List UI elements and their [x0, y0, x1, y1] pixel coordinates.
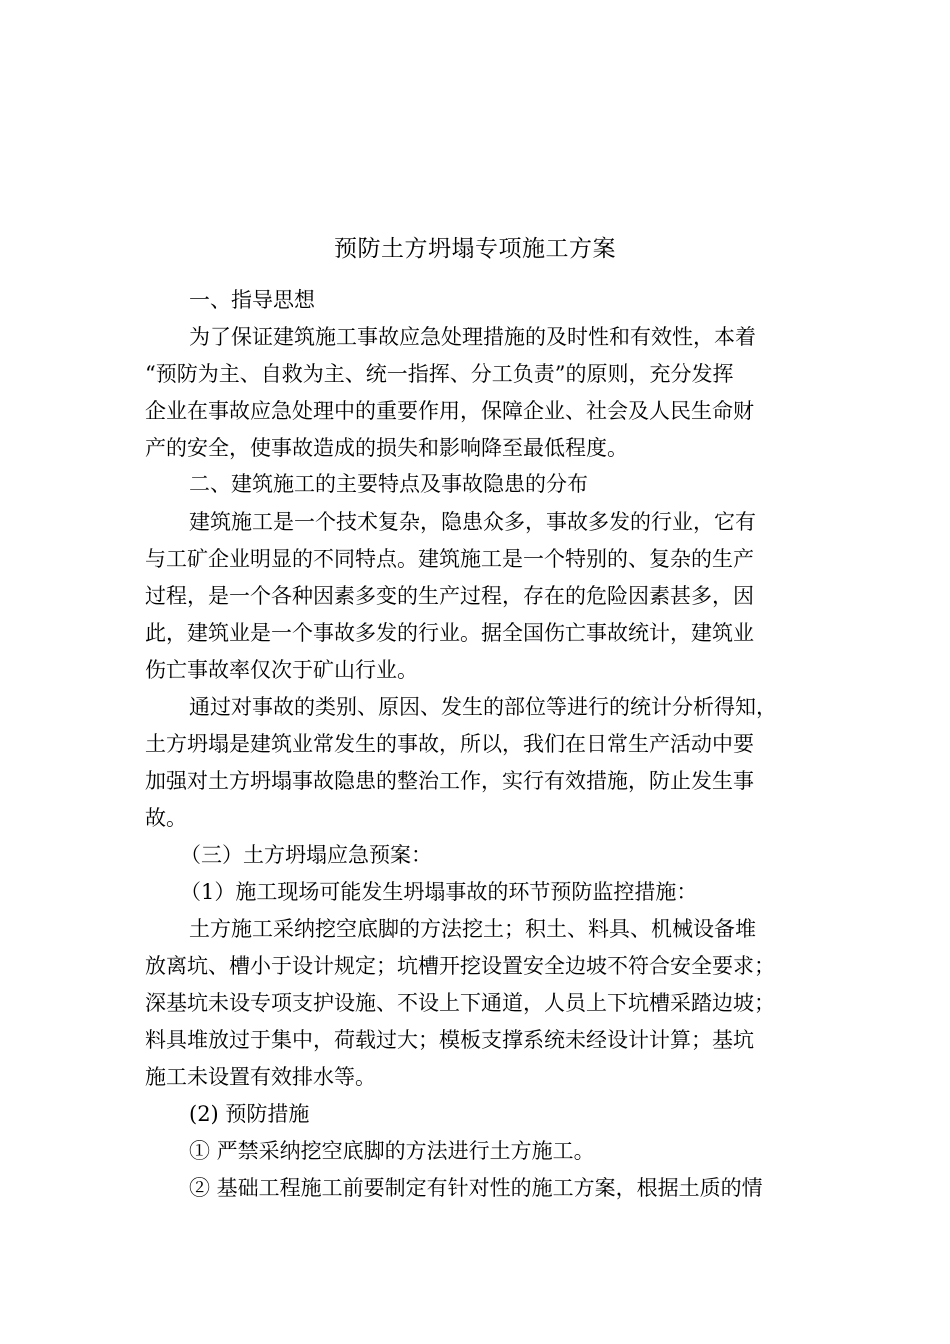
section-heading-2: 二、建筑施工的主要特点及事故隐患的分布	[189, 472, 588, 496]
section-heading-3: （三）土方坍塌应急预案：	[180, 843, 432, 867]
paragraph-line: 与工矿企业明显的不同特点。建筑施工是一个特别的、复杂的生产	[145, 547, 754, 571]
paragraph-line: 料具堆放过于集中，荷载过大；模板支撑系统未经设计计算；基坑	[145, 1028, 754, 1052]
list-item: ② 基础工程施工前要制定有针对性的施工方案，根据土质的情	[189, 1176, 763, 1200]
paragraph-line: 故。	[145, 806, 187, 830]
paragraph-line: 企业在事故应急处理中的重要作用，保障企业、社会及人民生命财	[145, 399, 754, 423]
subsection-heading-1: （1）施工现场可能发生坍塌事故的环节预防监控措施：	[180, 880, 698, 904]
paragraph-line: 为了保证建筑施工事故应急处理措施的及时性和有效性，本着	[189, 325, 756, 349]
section-heading-1: 一、指导思想	[189, 288, 315, 312]
paragraph-line: 施工未设置有效排水等。	[145, 1065, 376, 1089]
paragraph-line: “预防为主、自救为主、统一指挥、分工负责”的原则，充分发挥	[145, 362, 734, 386]
document-title: 预防土方坍塌专项施工方案	[334, 236, 616, 262]
subsection-heading-2: (2) 预防措施	[189, 1102, 310, 1126]
paragraph-line: 建筑施工是一个技术复杂，隐患众多，事故多发的行业，它有	[189, 510, 756, 534]
paragraph-line: 土方坍塌是建筑业常发生的事故，所以，我们在日常生产活动中要	[145, 732, 754, 756]
paragraph-line: 深基坑未设专项支护设施、不设上下通道，人员上下坑槽采踏边坡；	[145, 991, 775, 1015]
paragraph-line: 放离坑、槽小于设计规定；坑槽开挖设置安全边坡不符合安全要求；	[145, 954, 775, 978]
paragraph-line: 通过对事故的类别、原因、发生的部位等进行的统计分析得知，	[189, 695, 777, 719]
list-item: ① 严禁采纳挖空底脚的方法进行土方施工。	[189, 1139, 595, 1163]
paragraph-line: 此，建筑业是一个事故多发的行业。据全国伤亡事故统计，建筑业	[145, 621, 754, 645]
paragraph-line: 产的安全，使事故造成的损失和影响降至最低程度。	[145, 436, 628, 460]
paragraph-line: 加强对土方坍塌事故隐患的整治工作，实行有效措施，防止发生事	[145, 769, 754, 793]
paragraph-line: 伤亡事故率仅次于矿山行业。	[145, 658, 418, 682]
paragraph-line: 土方施工采纳挖空底脚的方法挖土；积土、料具、机械设备堆	[189, 917, 756, 941]
paragraph-line: 过程，是一个各种因素多变的生产过程，存在的危险因素甚多，因	[145, 584, 754, 608]
